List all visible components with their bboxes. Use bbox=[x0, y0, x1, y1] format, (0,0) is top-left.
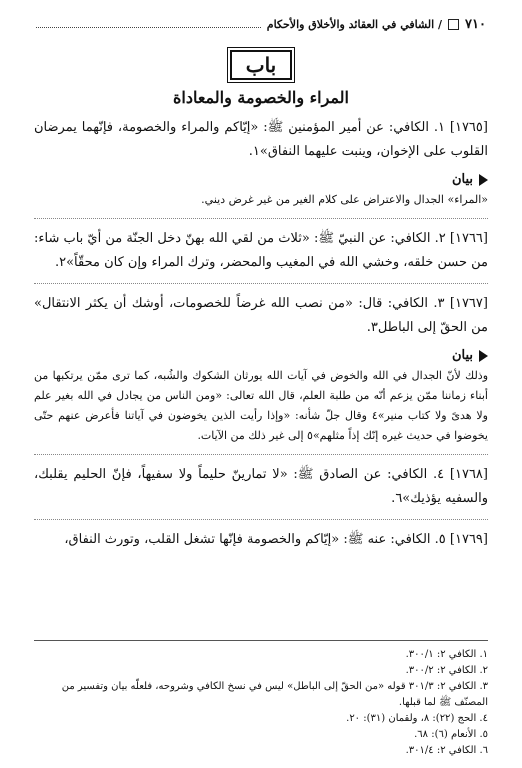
triangle-marker-icon bbox=[479, 350, 488, 362]
separator bbox=[34, 454, 488, 455]
main-text bbox=[34, 116, 488, 558]
chapter-heading bbox=[0, 50, 522, 107]
bayan-label: بيان bbox=[451, 348, 473, 363]
running-title: / الشافي في العقائد والأخلاق والأحكام bbox=[266, 17, 443, 31]
separator bbox=[34, 519, 488, 520]
separator bbox=[34, 218, 488, 219]
footnotes bbox=[34, 640, 488, 759]
chapter-subtitle: المراء والخصومة والمعاداة bbox=[172, 88, 349, 107]
triangle-marker-icon bbox=[479, 174, 488, 186]
running-header bbox=[36, 14, 486, 34]
footnote: ١. الكافي ٢: ٣٠٠/١. bbox=[405, 649, 488, 660]
hadith-1765: [١٧٦٥] ١. الكافي: عن أمير المؤمنين ﷺ: «إيّاكم والمراء والخصومة، فإنّهما يمرضان القلوب على الإخوان، وينبت عليهما النفاق»١. bbox=[34, 120, 488, 159]
bayan-label: بيان bbox=[451, 172, 473, 187]
bayan-heading bbox=[34, 346, 488, 366]
bayan-heading bbox=[34, 170, 488, 190]
page-number: ٧١٠ bbox=[465, 16, 486, 32]
chapter-label: باب bbox=[230, 50, 293, 80]
separator bbox=[34, 283, 488, 284]
footnote: ٥. الأنعام (٦): ٦٨. bbox=[414, 729, 488, 740]
footnote: ٢. الكافي ٢: ٣٠٠/٢. bbox=[405, 665, 488, 676]
bayan-text: وذلك لأنّ الجدال في الله والخوض في آيات الله يورثان الشكوك والشُبه، كما ترى ممّن يرتكبها من أبناء زماننا ممّن يزعم أنّه من طلبة العلم، قال الله تعالى: «ومن الناس من يجادل في الله بغير علم ولا هدىً ولا كتاب منير»٤ وقال جلّ شأنه: «وإذا رأيت الذين يخوضون في آياتنا فأعرض عنهم حتّى يخوضوا في حديث غيره إنّك إذاً مثلهم»٥ إلى غير ذلك من الآيات. bbox=[34, 369, 488, 442]
bayan-text: «المراء» الجدال والاعتراض على كلام الغير من غير غرض ديني. bbox=[201, 193, 488, 206]
square-ornament-icon bbox=[448, 19, 459, 30]
hadith-1768: [١٧٦٨] ٤. الكافي: عن الصادق ﷺ: «لا تمارينّ حليماً ولا سفيهاً، فإنّ الحليم يقلبك، والسفيه يؤذيك»٦. bbox=[34, 467, 488, 506]
footnote: ٤. الحج (٢٢): ٨، ولقمان (٣١): ٢٠. bbox=[346, 713, 488, 724]
footnote: ٦. الكافي ٢: ٣٠١/٤. bbox=[405, 745, 488, 756]
hadith-1766: [١٧٦٦] ٢. الكافي: عن النبيّ ﷺ: «ثلاث من لقي الله بهنّ دخل الجنّة من أيّ باب شاء: من حسن خلقه، وخشي الله في المغيب والمحضر، وترك المراء وإن كان محقّاً»٢. bbox=[34, 231, 488, 270]
footnote: ٣. الكافي ٢: ٣٠١/٣ قوله «من الحقّ إلى الباطل» ليس في نسخ الكافي وشروحه، فلعلّه بيان وتفسير من المصنّف ﷺ لما قبلها. bbox=[61, 681, 488, 708]
hadith-1769: [١٧٦٩] ٥. الكافي: عنه ﷺ: «إيّاكم والخصومة فإنّها تشغل القلب، وتورث النفاق، bbox=[64, 532, 488, 547]
hadith-1767: [١٧٦٧] ٣. الكافي: قال: «من نصب الله غرضاً للخصومات، أوشك أن يكثر الانتقال» من الحقّ إلى الباطل٣. bbox=[34, 296, 488, 335]
dotted-leader bbox=[36, 26, 261, 28]
